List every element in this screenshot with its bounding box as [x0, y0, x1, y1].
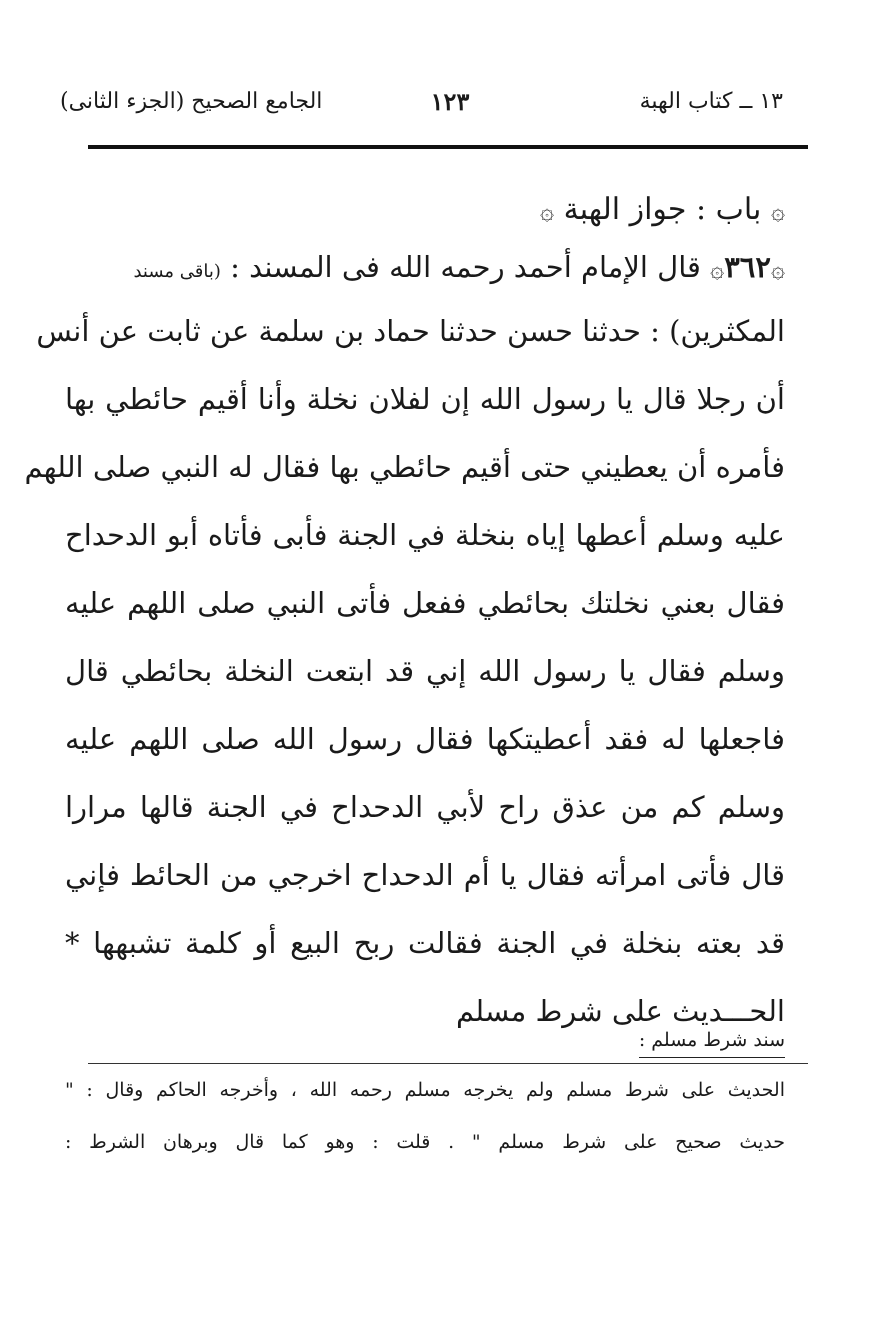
hadith-line: المكثرين) : حدثنا حسن حدثنا حماد بن سلمة عن ثابت عن أنس: [36, 314, 785, 348]
hadith-intro-line: [65, 236, 785, 298]
hadith-source: (باقى مسند: [133, 261, 221, 282]
note-rule: [88, 1063, 808, 1064]
note-heading: سند شرط مسلم :: [639, 1025, 785, 1058]
hadith-line: فاجعلها له فقد أعطيتكها فقال رسول الله صلى اللهم عليه: [65, 722, 785, 756]
running-book-title: الجامع الصحيح (الجزء الثانى): [60, 89, 323, 114]
hadith-line: وسلم فقال يا رسول الله إني قد ابتعت النخلة بحائطي قال: [65, 654, 785, 688]
hadith-conclusion: الحـــديث على شرط مسلم: [455, 994, 785, 1028]
ornament-icon: ۞: [540, 197, 555, 225]
hadith-line: فأمره أن يعطيني حتى أقيم حائطي بها فقال له النبي صلى اللهم: [24, 450, 785, 484]
ornament-icon: ۞: [770, 197, 785, 225]
hadith-line: قد بعته بنخلة في الجنة فقالت ربح البيع أو كلمة تشبهها *: [65, 926, 785, 960]
note-line: الحديث على شرط مسلم ولم يخرجه مسلم رحمه الله ، وأخرجه الحاكم وقال : ": [65, 1079, 785, 1101]
page-number: ١٢٣: [430, 87, 470, 116]
note-line: حديث صحيح على شرط مسلم " . قلت : وهو كما قال وبرهان الشرط :: [65, 1131, 785, 1153]
ornament-icon: ۞: [710, 255, 725, 283]
hadith-line: عليه وسلم أعطها إياه بنخلة في الجنة فأبى فأتاه أبو الدحداح: [65, 518, 785, 552]
hadith-intro: قال الإمام أحمد رحمه الله فى المسند :: [230, 250, 701, 284]
header-rule: [88, 145, 808, 149]
running-chapter-title: ١٣ ــ كتاب الهبة: [639, 89, 783, 114]
hadith-line: فقال بعني نخلتك بحائطي ففعل فأتى النبي صلى اللهم عليه: [65, 586, 785, 620]
section-title: باب : جواز الهبة: [563, 192, 762, 227]
hadith-line: قال فأتى امرأته فقال يا أم الدحداح اخرجي من الحائط فإني: [65, 858, 785, 892]
ornament-icon: ۞: [770, 255, 785, 283]
hadith-line: وسلم كم من عذق راح لأبي الدحداح في الجنة قالها مرارا: [65, 790, 785, 824]
section-heading: [540, 180, 785, 241]
hadith-number: ٣٦٢: [724, 250, 771, 284]
hadith-line: أن رجلا قال يا رسول الله إن لفلان نخلة وأنا أقيم حائطي بها: [65, 382, 785, 416]
